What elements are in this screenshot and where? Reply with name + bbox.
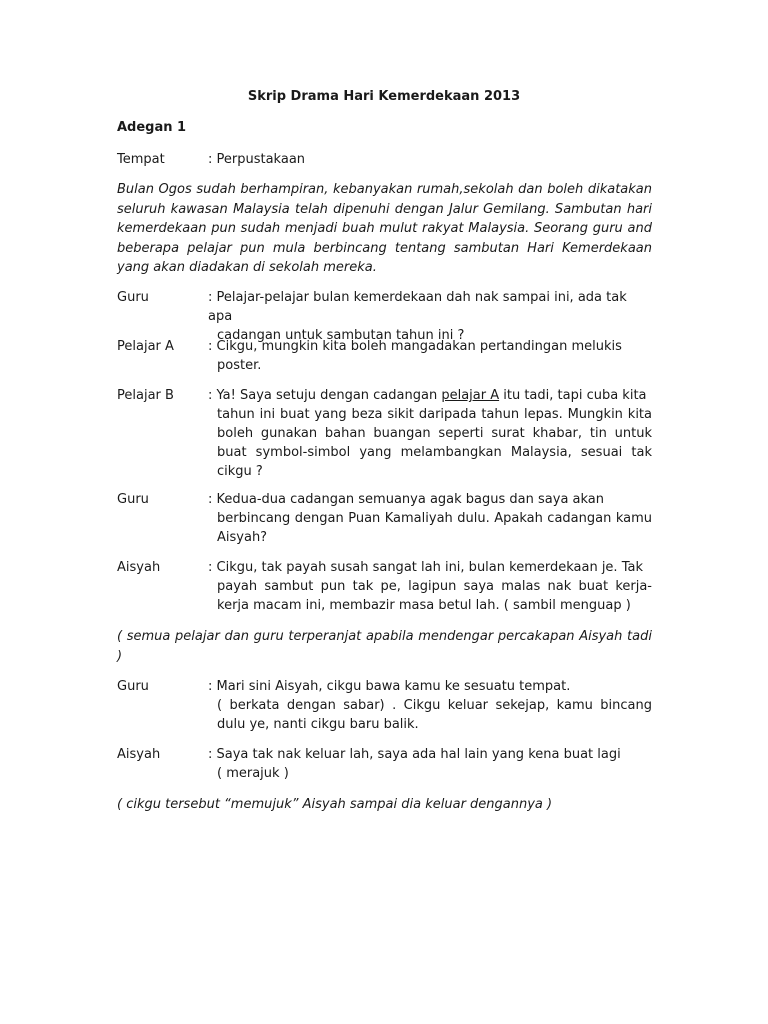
intro-narration: Bulan Ogos sudah berhampiran, kebanyakan rumah,sekolah dan boleh dikatakan seluruh kawasan Malaysia telah dipenuhi dengan Jalur Gemilang. Sambutan hari kemerdekaan pun sudah menjadi buah mulut rakyat Malaysia. Seorang guru and beberapa pelajar pun mula berbincang tentang sambutan Hari Kemerdekaan yang akan diadakan di sekolah mereka.: [117, 182, 652, 275]
dialogue-text: : Kedua-dua cadangan semuanya agak bagus dan saya akan: [208, 492, 605, 507]
document-title: Skrip Drama Hari Kemerdekaan 2013: [247, 89, 521, 104]
speaker-name: Guru: [117, 290, 149, 305]
place-label: Tempat: [117, 152, 165, 167]
speaker-name: Aisyah: [117, 747, 161, 762]
underlined-reference: pelajar A: [441, 388, 500, 403]
dialogue-text: : Cikgu, mungkin kita boleh mangadakan pertandingan melukis: [208, 339, 622, 354]
speaker-name: Aisyah: [117, 560, 161, 575]
place-row: [117, 150, 652, 169]
dialogue-text-continued: ( berkata dengan sabar) . Cikgu keluar sekejap, kamu bincang dulu ye, nanti cikgu baru balik.: [217, 698, 652, 732]
dialogue-text-continued: ( merajuk ): [217, 766, 289, 781]
speaker-name: Guru: [117, 492, 149, 507]
dialogue-line: [117, 745, 652, 783]
dialogue-line: [117, 337, 652, 375]
stage-direction: ( semua pelajar dan guru terperanjat apabila mendengar percakapan Aisyah tadi ): [117, 629, 652, 664]
scene-heading: Adegan 1: [117, 120, 187, 135]
dialogue-line: [117, 490, 652, 547]
speaker-name: Guru: [117, 679, 149, 694]
stage-direction: ( cikgu tersebut “memujuk” Aisyah sampai dia keluar dengannya ): [117, 797, 553, 812]
dialogue-line: [117, 386, 652, 481]
place-value: : Perpustakaan: [208, 152, 306, 167]
speaker-name: Pelajar A: [117, 339, 174, 354]
dialogue-text-continued: poster.: [217, 358, 262, 373]
dialogue-text: : Ya! Saya setuju dengan cadangan pelajar A itu tadi, tapi cuba kita: [208, 388, 647, 403]
dialogue-text-continued: berbincang dengan Puan Kamaliyah dulu. Apakah cadangan kamu Aisyah?: [217, 511, 652, 545]
dialogue-text-continued: cadangan untuk sambutan tahun ini ?: [217, 328, 465, 343]
dialogue-text-continued: tahun ini buat yang beza sikit daripada tahun lepas. Mungkin kita boleh gunakan bahan buangan seperti surat khabar, tin untuk buat symbol-simbol yang melambangkan Malaysia, sesuai tak cikgu ?: [217, 407, 652, 479]
dialogue-text: : Mari sini Aisyah, cikgu bawa kamu ke sesuatu tempat.: [208, 679, 571, 694]
dialogue-text: : Pelajar-pelajar bulan kemerdekaan dah nak sampai ini, ada tak apa: [208, 290, 627, 324]
dialogue-text: : Cikgu, tak payah susah sangat lah ini, bulan kemerdekaan je. Tak: [208, 560, 643, 575]
dialogue-text: : Saya tak nak keluar lah, saya ada hal lain yang kena buat lagi: [208, 747, 621, 762]
speaker-name: Pelajar B: [117, 388, 174, 403]
dialogue-line: [117, 677, 652, 734]
dialogue-line: [117, 558, 652, 615]
dialogue-text-continued: payah sambut pun tak pe, lagipun saya malas nak buat kerja-kerja macam ini, membazir masa betul lah. ( sambil menguap ): [217, 579, 652, 613]
